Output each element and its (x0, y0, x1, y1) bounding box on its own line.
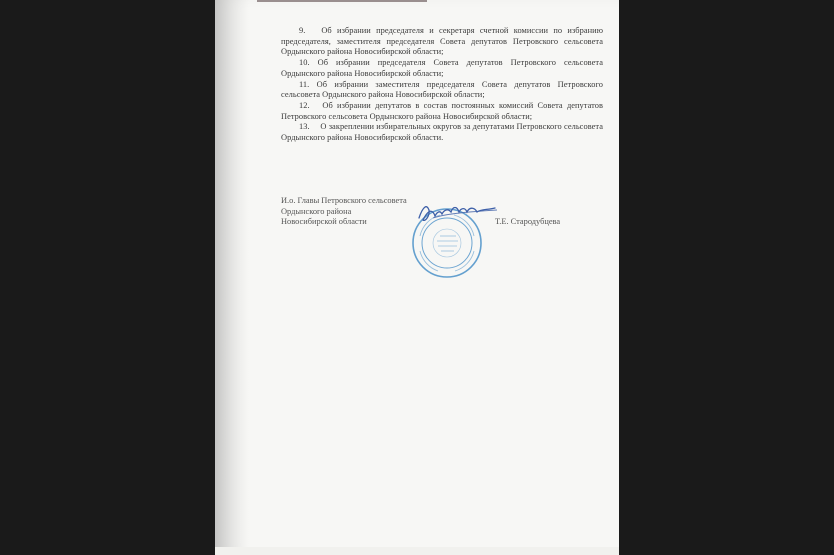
agenda-text (281, 26, 603, 144)
handwritten-signature-icon (415, 200, 501, 226)
scanned-page (215, 0, 619, 555)
signatory-title: И.о. Главы Петровского сельсовета (281, 196, 407, 205)
agenda-item-13: 13. О закреплении избирательных округов за депутатами Петровского сельсовета Ордынского района Новосибирской области. (281, 122, 603, 143)
signatory-region: Новосибирской области (281, 217, 367, 227)
scan-shadow-edge (215, 0, 249, 555)
agenda-item-10: 10. Об избрании председателя Совета депутатов Петровского сельсовета Ордынского района Новосибирской области; (281, 58, 603, 78)
scan-top-strip (257, 0, 427, 2)
signatory-district: Ордынского района (281, 206, 352, 216)
agenda-item-9: 9. Об избрании председателя и секретаря счетной комиссии по избранию председателя, заместителя председателя Совета депутатов Петровского сельсовета Ордынского района Новосибирской области; (281, 26, 603, 57)
agenda-item-12: 12. Об избрании депутатов в состав постоянных комиссий Совета депутатов Петровского сельсовета Ордынского района Новосибирской области; (281, 100, 603, 121)
page-bottom-margin (215, 547, 619, 555)
signatory-name: Т.Е. Стародубцева (495, 217, 561, 226)
agenda-item-11: 11. Об избрании заместителя председателя Совета депутатов Петровского сельсовета Ордынского района Новосибирской области; (281, 79, 603, 100)
